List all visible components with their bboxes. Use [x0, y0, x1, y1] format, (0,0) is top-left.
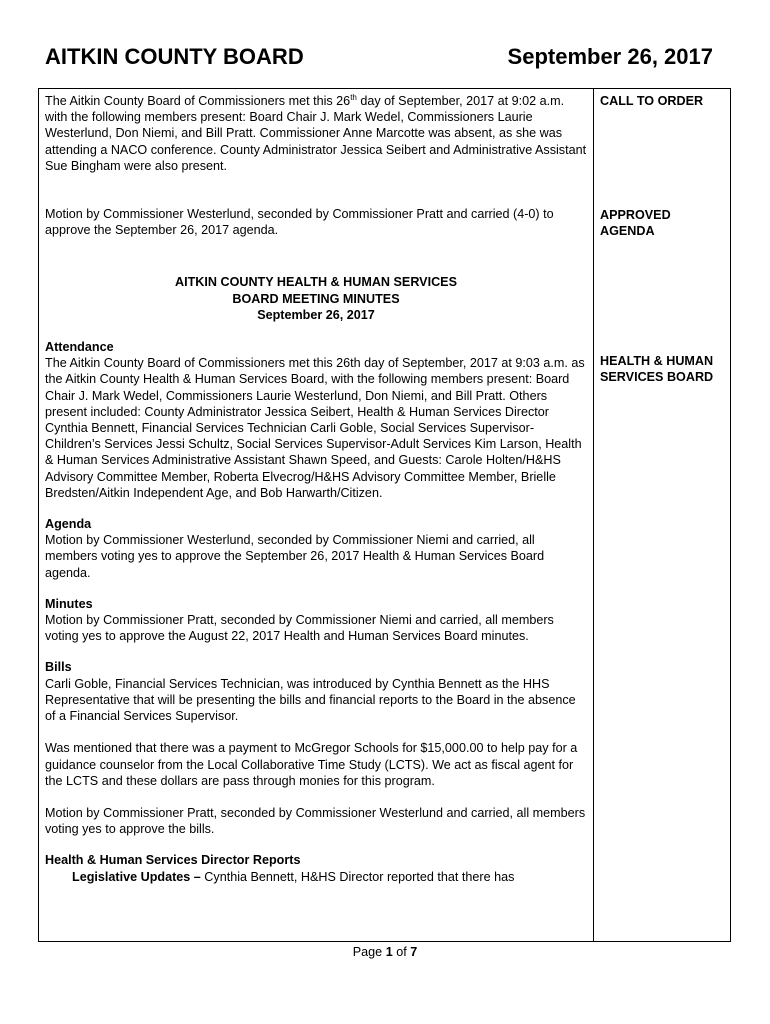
- approved-agenda-paragraph: Motion by Commissioner Westerlund, seconded by Commissioner Pratt and carried (4-0) to approve the September 26, 2017 agenda.: [45, 207, 554, 238]
- page-header: [45, 42, 713, 78]
- approved-agenda-label: APPROVED AGENDA: [600, 208, 671, 239]
- call-to-order-paragraph: The Aitkin County Board of Commissioners met this 26th day of September, 2017 at 9:02 a.m. with the following members present: Board Chair J. Mark Wedel, Commissioners Laurie Westerlund, Don Niemi, and Bill Pratt. Commissioner Anne Marcotte was absent, as she was attending a NACO conference. County Administrator Jessica Seibert and Administrative Assistant Sue Bingham were also present.: [45, 92, 587, 173]
- attendance-section: [45, 339, 587, 501]
- minutes-heading: Minutes: [45, 596, 93, 611]
- hhs-board-label: HEALTH & HUMAN SERVICES BOARD: [600, 354, 714, 385]
- bills-paragraph-3: Motion by Commissioner Pratt, seconded by Commissioner Westerlund and carried, all members voting yes to approve the bills.: [45, 805, 586, 837]
- minutes-table: [38, 88, 731, 942]
- director-reports-heading: Health & Human Services Director Reports: [45, 853, 301, 868]
- bills-paragraph-1: Carli Goble, Financial Services Technician, was introduced by Cynthia Bennett as the HHS Representative that will be presenting the bills and financial reports to the Board in the absence of a Financial Services Supervisor.: [45, 676, 576, 724]
- bills-section: [45, 659, 587, 837]
- director-reports-section: [45, 852, 587, 884]
- call-to-order-label: CALL TO ORDER: [600, 94, 704, 108]
- attendance-paragraph: The Aitkin County Board of Commissioners met this 26th day of September, 2017 at 9:03 a.m. as the Aitkin County Health & Human Services Board, with the following members present: Board Chair J. Mark Wedel, Commissioners Laurie Westerlund, Don Niemi, and Bill Pratt. Others present included: County Administrator Jessica Seibert, Health & Human Services Director Cynthia Bennett, Financial Services Technician Carli Goble, Social Services Supervisor-Children’s Services Jessi Schultz, Social Services Supervisor-Adult Services Kim Larson, Health & Human Services Administrative Assistant Shawn Speed, and Guests: Carole Holten/H&HS Advisory Committee Member, Roberta Elvecrog/H&HS Advisory Committee Member, Brielle Bredsten/Aitkin Independent Age, and Bob Harwarth/Citizen.: [45, 356, 585, 500]
- attendance-heading: Attendance: [45, 340, 114, 355]
- hhs-title-line-2: BOARD MEETING MINUTES: [232, 291, 400, 306]
- hhs-title-line-1: AITKIN COUNTY HEALTH & HUMAN SERVICES: [175, 275, 457, 290]
- bills-paragraph-2: Was mentioned that there was a payment to McGregor Schools for $15,000.00 to help pay for a guidance counselor from the Local Collaborative Time Study (LCTS). We act as fiscal agent for the LCTS and these dollars are pass through monies for this program.: [45, 741, 578, 788]
- document-date: September 26, 2017: [507, 44, 713, 69]
- minutes-body-column: [45, 93, 587, 885]
- legislative-updates-heading: Legislative Updates –: [72, 869, 201, 884]
- legislative-updates-paragraph: [45, 869, 587, 885]
- page-number: 1: [385, 945, 393, 959]
- minutes-paragraph: Motion by Commissioner Pratt, seconded by Commissioner Niemi and carried, all members voting yes to approve the August 22, 2017 Health and Human Services Board minutes.: [45, 613, 554, 644]
- agenda-section: [45, 516, 587, 581]
- hhs-title-line-3: September 26, 2017: [257, 307, 375, 322]
- agenda-heading: Agenda: [45, 517, 92, 532]
- hhs-minutes-title: [45, 274, 587, 323]
- bills-heading: Bills: [45, 660, 72, 675]
- document-title: AITKIN COUNTY BOARD: [45, 44, 304, 69]
- legislative-updates-text: Cynthia Bennett, H&HS Director reported that there has: [200, 869, 515, 884]
- page-total: 7: [410, 945, 418, 959]
- agenda-paragraph: Motion by Commissioner Westerlund, seconded by Commissioner Niemi and carried, all members voting yes to approve the September 26, 2017 Health & Human Services Board agenda.: [45, 533, 545, 580]
- column-divider: [593, 89, 594, 941]
- minutes-section: [45, 596, 587, 645]
- page-footer: Page 1 of 7: [352, 945, 418, 959]
